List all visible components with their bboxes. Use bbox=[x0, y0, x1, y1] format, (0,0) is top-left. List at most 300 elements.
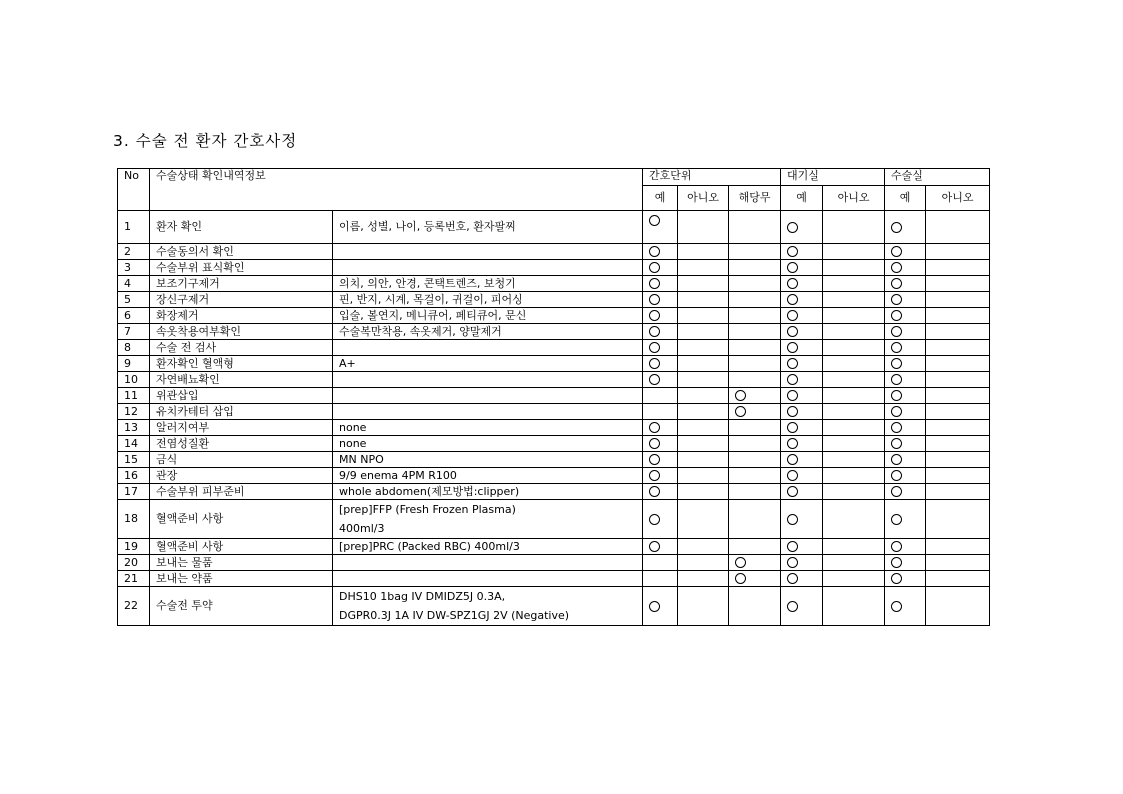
no-column-header: No bbox=[118, 169, 150, 211]
or-no-cell bbox=[926, 555, 990, 571]
row-detail: none bbox=[333, 436, 643, 452]
nursing-no-cell bbox=[678, 484, 729, 500]
or-no-cell bbox=[926, 388, 990, 404]
nursing-na-cell bbox=[729, 436, 781, 452]
check-circle-icon bbox=[787, 294, 798, 305]
row-number: 21 bbox=[118, 571, 150, 587]
nursing-no-cell bbox=[678, 404, 729, 420]
or-no-cell bbox=[926, 211, 990, 244]
waiting-no-cell bbox=[823, 587, 885, 626]
or-yes-cell bbox=[885, 211, 926, 244]
nursing-na-cell bbox=[729, 292, 781, 308]
check-circle-icon bbox=[735, 557, 746, 568]
check-circle-icon bbox=[891, 342, 902, 353]
nursing-yes-cell bbox=[643, 211, 678, 244]
row-item: 금식 bbox=[150, 452, 333, 468]
check-circle-icon bbox=[787, 310, 798, 321]
nursing-na-cell bbox=[729, 340, 781, 356]
waiting-yes-cell bbox=[781, 356, 823, 372]
table-row bbox=[118, 555, 990, 571]
check-circle-icon bbox=[891, 438, 902, 449]
or-yes-cell bbox=[885, 372, 926, 388]
group-header-nursing-unit: 간호단위 bbox=[643, 169, 781, 186]
nursing-no-cell bbox=[678, 420, 729, 436]
nursing-na-cell bbox=[729, 308, 781, 324]
row-detail bbox=[333, 587, 643, 626]
waiting-yes-cell bbox=[781, 276, 823, 292]
check-circle-icon bbox=[787, 486, 798, 497]
row-number: 9 bbox=[118, 356, 150, 372]
row-number: 1 bbox=[118, 211, 150, 244]
check-circle-icon bbox=[649, 374, 660, 385]
or-yes-cell bbox=[885, 555, 926, 571]
row-item: 수술동의서 확인 bbox=[150, 244, 333, 260]
or-no-cell bbox=[926, 324, 990, 340]
check-circle-icon bbox=[891, 406, 902, 417]
nursing-na-cell bbox=[729, 404, 781, 420]
row-detail: 이름, 성별, 나이, 등록번호, 환자팔찌 bbox=[333, 211, 643, 244]
waiting-yes-cell bbox=[781, 468, 823, 484]
row-item: 알러지여부 bbox=[150, 420, 333, 436]
nursing-na-cell bbox=[729, 571, 781, 587]
table-row bbox=[118, 211, 990, 244]
waiting-no-cell bbox=[823, 340, 885, 356]
or-yes-cell bbox=[885, 539, 926, 555]
check-circle-icon bbox=[649, 358, 660, 369]
or-no-cell bbox=[926, 292, 990, 308]
waiting-no-cell bbox=[823, 539, 885, 555]
row-number: 22 bbox=[118, 587, 150, 626]
check-circle-icon bbox=[787, 438, 798, 449]
check-circle-icon bbox=[787, 422, 798, 433]
row-detail-line: DGPR0.3J 1A IV DW-SPZ1GJ 2V (Negative) bbox=[339, 609, 570, 622]
nursing-na-cell bbox=[729, 356, 781, 372]
check-circle-icon bbox=[649, 514, 660, 525]
check-circle-icon bbox=[787, 541, 798, 552]
nursing-na-cell bbox=[729, 276, 781, 292]
waiting-no-cell bbox=[823, 500, 885, 539]
row-detail: MN NPO bbox=[333, 452, 643, 468]
or-no-cell bbox=[926, 356, 990, 372]
item-column-header: 수술상태 확인내역정보 bbox=[150, 169, 643, 211]
nursing-unit-na-header: 해당무 bbox=[729, 186, 781, 211]
nursing-na-cell bbox=[729, 244, 781, 260]
table-row bbox=[118, 539, 990, 555]
row-item: 수술 전 검사 bbox=[150, 340, 333, 356]
check-circle-icon bbox=[787, 278, 798, 289]
nursing-na-cell bbox=[729, 539, 781, 555]
table-row bbox=[118, 244, 990, 260]
check-circle-icon bbox=[891, 246, 902, 257]
waiting-yes-cell bbox=[781, 324, 823, 340]
check-circle-icon bbox=[891, 278, 902, 289]
check-circle-icon bbox=[649, 310, 660, 321]
row-item: 관장 bbox=[150, 468, 333, 484]
nursing-no-cell bbox=[678, 388, 729, 404]
nursing-yes-cell bbox=[643, 276, 678, 292]
row-item: 수술부위 피부준비 bbox=[150, 484, 333, 500]
table-row bbox=[118, 404, 990, 420]
or-no-cell bbox=[926, 468, 990, 484]
nursing-na-cell bbox=[729, 555, 781, 571]
check-circle-icon bbox=[735, 406, 746, 417]
row-detail-line: DHS10 1bag IV DMIDZ5J 0.3A, bbox=[339, 590, 506, 603]
nursing-no-cell bbox=[678, 468, 729, 484]
nursing-no-cell bbox=[678, 211, 729, 244]
header-row-1 bbox=[118, 169, 990, 186]
nursing-yes-cell bbox=[643, 388, 678, 404]
check-circle-icon bbox=[787, 374, 798, 385]
or-yes-cell bbox=[885, 404, 926, 420]
waiting-no-cell bbox=[823, 292, 885, 308]
or-no-cell bbox=[926, 484, 990, 500]
check-circle-icon bbox=[891, 262, 902, 273]
check-circle-icon bbox=[787, 390, 798, 401]
row-detail: 의치, 의안, 안경, 콘택트렌즈, 보청기 bbox=[333, 276, 643, 292]
row-number: 13 bbox=[118, 420, 150, 436]
check-circle-icon bbox=[787, 470, 798, 481]
row-number: 14 bbox=[118, 436, 150, 452]
or-yes-cell bbox=[885, 244, 926, 260]
check-circle-icon bbox=[891, 454, 902, 465]
nursing-yes-cell bbox=[643, 587, 678, 626]
table-row bbox=[118, 292, 990, 308]
waiting-yes-cell bbox=[781, 388, 823, 404]
check-circle-icon bbox=[787, 262, 798, 273]
row-detail: A+ bbox=[333, 356, 643, 372]
check-circle-icon bbox=[891, 601, 902, 612]
nursing-no-cell bbox=[678, 308, 729, 324]
nursing-no-cell bbox=[678, 539, 729, 555]
nursing-na-cell bbox=[729, 324, 781, 340]
row-detail bbox=[333, 500, 643, 539]
row-number: 17 bbox=[118, 484, 150, 500]
waiting-no-cell bbox=[823, 404, 885, 420]
waiting-no-cell bbox=[823, 244, 885, 260]
table-row bbox=[118, 436, 990, 452]
nursing-no-cell bbox=[678, 244, 729, 260]
row-item: 장신구제거 bbox=[150, 292, 333, 308]
table-row bbox=[118, 340, 990, 356]
table-row bbox=[118, 500, 990, 539]
check-circle-icon bbox=[649, 215, 660, 226]
check-circle-icon bbox=[787, 601, 798, 612]
check-circle-icon bbox=[735, 390, 746, 401]
check-circle-icon bbox=[649, 246, 660, 257]
row-item: 전염성질환 bbox=[150, 436, 333, 452]
or-no-cell bbox=[926, 244, 990, 260]
table-row bbox=[118, 324, 990, 340]
table-row bbox=[118, 587, 990, 626]
waiting-yes-cell bbox=[781, 308, 823, 324]
row-item: 보내는 물품 bbox=[150, 555, 333, 571]
check-circle-icon bbox=[787, 454, 798, 465]
row-number: 3 bbox=[118, 260, 150, 276]
waiting-no-cell bbox=[823, 356, 885, 372]
nursing-yes-cell bbox=[643, 292, 678, 308]
check-circle-icon bbox=[891, 470, 902, 481]
or-no-cell bbox=[926, 308, 990, 324]
row-number: 16 bbox=[118, 468, 150, 484]
nursing-yes-cell bbox=[643, 340, 678, 356]
table-row bbox=[118, 468, 990, 484]
check-circle-icon bbox=[649, 278, 660, 289]
row-item: 자연배뇨확인 bbox=[150, 372, 333, 388]
row-item: 환자확인 혈액형 bbox=[150, 356, 333, 372]
nursing-yes-cell bbox=[643, 372, 678, 388]
or-no-cell bbox=[926, 372, 990, 388]
or-yes-cell bbox=[885, 340, 926, 356]
check-circle-icon bbox=[649, 422, 660, 433]
nursing-na-cell bbox=[729, 452, 781, 468]
waiting-yes-cell bbox=[781, 340, 823, 356]
waiting-no-cell bbox=[823, 388, 885, 404]
row-item: 위관삽입 bbox=[150, 388, 333, 404]
waiting-no-cell bbox=[823, 372, 885, 388]
or-yes-cell bbox=[885, 500, 926, 539]
check-circle-icon bbox=[649, 262, 660, 273]
check-circle-icon bbox=[891, 573, 902, 584]
waiting-yes-cell bbox=[781, 211, 823, 244]
or-no-cell bbox=[926, 420, 990, 436]
check-circle-icon bbox=[649, 601, 660, 612]
check-circle-icon bbox=[735, 573, 746, 584]
check-circle-icon bbox=[891, 294, 902, 305]
page-title: 3. 수술 전 환자 간호사정 bbox=[113, 132, 298, 150]
row-item: 환자 확인 bbox=[150, 211, 333, 244]
check-circle-icon bbox=[787, 358, 798, 369]
row-number: 12 bbox=[118, 404, 150, 420]
row-item: 보조기구제거 bbox=[150, 276, 333, 292]
row-number: 8 bbox=[118, 340, 150, 356]
or-yes-cell bbox=[885, 276, 926, 292]
row-item: 유치카테터 삽입 bbox=[150, 404, 333, 420]
check-circle-icon bbox=[787, 342, 798, 353]
or-yes-cell bbox=[885, 587, 926, 626]
or-no-cell bbox=[926, 436, 990, 452]
nursing-na-cell bbox=[729, 211, 781, 244]
nursing-yes-cell bbox=[643, 324, 678, 340]
row-number: 11 bbox=[118, 388, 150, 404]
waiting-yes-cell bbox=[781, 404, 823, 420]
row-number: 5 bbox=[118, 292, 150, 308]
nursing-yes-cell bbox=[643, 244, 678, 260]
waiting-no-cell bbox=[823, 324, 885, 340]
or-yes-cell bbox=[885, 571, 926, 587]
table-row bbox=[118, 356, 990, 372]
nursing-na-cell bbox=[729, 260, 781, 276]
operating-room-yes-header: 예 bbox=[885, 186, 926, 211]
nursing-no-cell bbox=[678, 555, 729, 571]
nursing-unit-yes-header: 예 bbox=[643, 186, 678, 211]
check-circle-icon bbox=[649, 470, 660, 481]
row-number: 20 bbox=[118, 555, 150, 571]
waiting-no-cell bbox=[823, 452, 885, 468]
nursing-yes-cell bbox=[643, 404, 678, 420]
row-number: 10 bbox=[118, 372, 150, 388]
or-yes-cell bbox=[885, 292, 926, 308]
row-detail: 9/9 enema 4PM R100 bbox=[333, 468, 643, 484]
waiting-yes-cell bbox=[781, 244, 823, 260]
row-item: 화장제거 bbox=[150, 308, 333, 324]
check-circle-icon bbox=[787, 246, 798, 257]
or-yes-cell bbox=[885, 308, 926, 324]
check-circle-icon bbox=[891, 486, 902, 497]
nursing-no-cell bbox=[678, 452, 729, 468]
check-circle-icon bbox=[891, 557, 902, 568]
row-detail bbox=[333, 571, 643, 587]
row-detail bbox=[333, 404, 643, 420]
group-header-operating-room: 수술실 bbox=[885, 169, 990, 186]
nursing-yes-cell bbox=[643, 571, 678, 587]
row-item: 혈액준비 사항 bbox=[150, 500, 333, 539]
row-detail bbox=[333, 244, 643, 260]
nursing-no-cell bbox=[678, 587, 729, 626]
check-circle-icon bbox=[649, 294, 660, 305]
check-circle-icon bbox=[649, 454, 660, 465]
waiting-yes-cell bbox=[781, 500, 823, 539]
or-no-cell bbox=[926, 539, 990, 555]
or-no-cell bbox=[926, 404, 990, 420]
or-no-cell bbox=[926, 571, 990, 587]
check-circle-icon bbox=[891, 374, 902, 385]
waiting-no-cell bbox=[823, 211, 885, 244]
table-row bbox=[118, 484, 990, 500]
nursing-na-cell bbox=[729, 388, 781, 404]
nursing-no-cell bbox=[678, 324, 729, 340]
or-no-cell bbox=[926, 500, 990, 539]
nursing-no-cell bbox=[678, 436, 729, 452]
table-row bbox=[118, 372, 990, 388]
nursing-yes-cell bbox=[643, 539, 678, 555]
waiting-yes-cell bbox=[781, 436, 823, 452]
check-circle-icon bbox=[649, 438, 660, 449]
nursing-na-cell bbox=[729, 500, 781, 539]
nursing-no-cell bbox=[678, 500, 729, 539]
row-number: 2 bbox=[118, 244, 150, 260]
waiting-no-cell bbox=[823, 260, 885, 276]
or-no-cell bbox=[926, 276, 990, 292]
check-circle-icon bbox=[787, 326, 798, 337]
waiting-yes-cell bbox=[781, 292, 823, 308]
nursing-yes-cell bbox=[643, 260, 678, 276]
waiting-no-cell bbox=[823, 571, 885, 587]
row-detail bbox=[333, 388, 643, 404]
waiting-yes-cell bbox=[781, 484, 823, 500]
check-circle-icon bbox=[891, 422, 902, 433]
check-circle-icon bbox=[787, 573, 798, 584]
group-header-waiting-room: 대기실 bbox=[781, 169, 885, 186]
row-detail bbox=[333, 555, 643, 571]
check-circle-icon bbox=[891, 310, 902, 321]
or-no-cell bbox=[926, 452, 990, 468]
or-yes-cell bbox=[885, 436, 926, 452]
row-number: 4 bbox=[118, 276, 150, 292]
check-circle-icon bbox=[891, 390, 902, 401]
table-row bbox=[118, 452, 990, 468]
or-yes-cell bbox=[885, 468, 926, 484]
check-circle-icon bbox=[891, 222, 902, 233]
nursing-yes-cell bbox=[643, 436, 678, 452]
check-circle-icon bbox=[787, 514, 798, 525]
row-number: 6 bbox=[118, 308, 150, 324]
waiting-yes-cell bbox=[781, 260, 823, 276]
row-detail-line: 400ml/3 bbox=[339, 522, 385, 535]
pre-op-nursing-checklist-table bbox=[117, 168, 990, 626]
check-circle-icon bbox=[649, 342, 660, 353]
row-detail: 입술, 볼연지, 메니큐어, 페티큐어, 문신 bbox=[333, 308, 643, 324]
row-detail: whole abdomen(제모방법:clipper) bbox=[333, 484, 643, 500]
nursing-yes-cell bbox=[643, 452, 678, 468]
table-row bbox=[118, 388, 990, 404]
or-yes-cell bbox=[885, 484, 926, 500]
row-detail-line: [prep]FFP (Fresh Frozen Plasma) bbox=[339, 503, 516, 516]
check-circle-icon bbox=[891, 358, 902, 369]
row-detail: 수술복만착용, 속옷제거, 양말제거 bbox=[333, 324, 643, 340]
waiting-no-cell bbox=[823, 276, 885, 292]
row-detail: none bbox=[333, 420, 643, 436]
row-number: 7 bbox=[118, 324, 150, 340]
check-circle-icon bbox=[649, 541, 660, 552]
table-row bbox=[118, 276, 990, 292]
nursing-na-cell bbox=[729, 372, 781, 388]
waiting-no-cell bbox=[823, 468, 885, 484]
nursing-yes-cell bbox=[643, 356, 678, 372]
table-row bbox=[118, 571, 990, 587]
row-item: 보내는 약품 bbox=[150, 571, 333, 587]
waiting-yes-cell bbox=[781, 571, 823, 587]
row-item: 혈액준비 사항 bbox=[150, 539, 333, 555]
waiting-yes-cell bbox=[781, 587, 823, 626]
table-row bbox=[118, 420, 990, 436]
row-number: 18 bbox=[118, 500, 150, 539]
nursing-no-cell bbox=[678, 372, 729, 388]
row-detail bbox=[333, 372, 643, 388]
row-item: 속옷착용여부확인 bbox=[150, 324, 333, 340]
nursing-yes-cell bbox=[643, 308, 678, 324]
row-number: 15 bbox=[118, 452, 150, 468]
or-yes-cell bbox=[885, 388, 926, 404]
row-number: 19 bbox=[118, 539, 150, 555]
row-item: 수술전 투약 bbox=[150, 587, 333, 626]
waiting-room-no-header: 아니오 bbox=[823, 186, 885, 211]
nursing-na-cell bbox=[729, 587, 781, 626]
waiting-yes-cell bbox=[781, 372, 823, 388]
nursing-no-cell bbox=[678, 340, 729, 356]
or-yes-cell bbox=[885, 260, 926, 276]
nursing-yes-cell bbox=[643, 500, 678, 539]
check-circle-icon bbox=[649, 486, 660, 497]
nursing-yes-cell bbox=[643, 468, 678, 484]
check-circle-icon bbox=[891, 514, 902, 525]
check-circle-icon bbox=[787, 557, 798, 568]
row-detail: [prep]PRC (Packed RBC) 400ml/3 bbox=[333, 539, 643, 555]
nursing-no-cell bbox=[678, 356, 729, 372]
check-circle-icon bbox=[891, 541, 902, 552]
row-detail bbox=[333, 260, 643, 276]
check-circle-icon bbox=[649, 326, 660, 337]
waiting-room-yes-header: 예 bbox=[781, 186, 823, 211]
row-detail: 핀, 반지, 시계, 목걸이, 귀걸이, 피어싱 bbox=[333, 292, 643, 308]
or-no-cell bbox=[926, 587, 990, 626]
check-circle-icon bbox=[891, 326, 902, 337]
waiting-no-cell bbox=[823, 420, 885, 436]
nursing-na-cell bbox=[729, 468, 781, 484]
nursing-yes-cell bbox=[643, 420, 678, 436]
or-yes-cell bbox=[885, 452, 926, 468]
nursing-no-cell bbox=[678, 260, 729, 276]
nursing-no-cell bbox=[678, 276, 729, 292]
